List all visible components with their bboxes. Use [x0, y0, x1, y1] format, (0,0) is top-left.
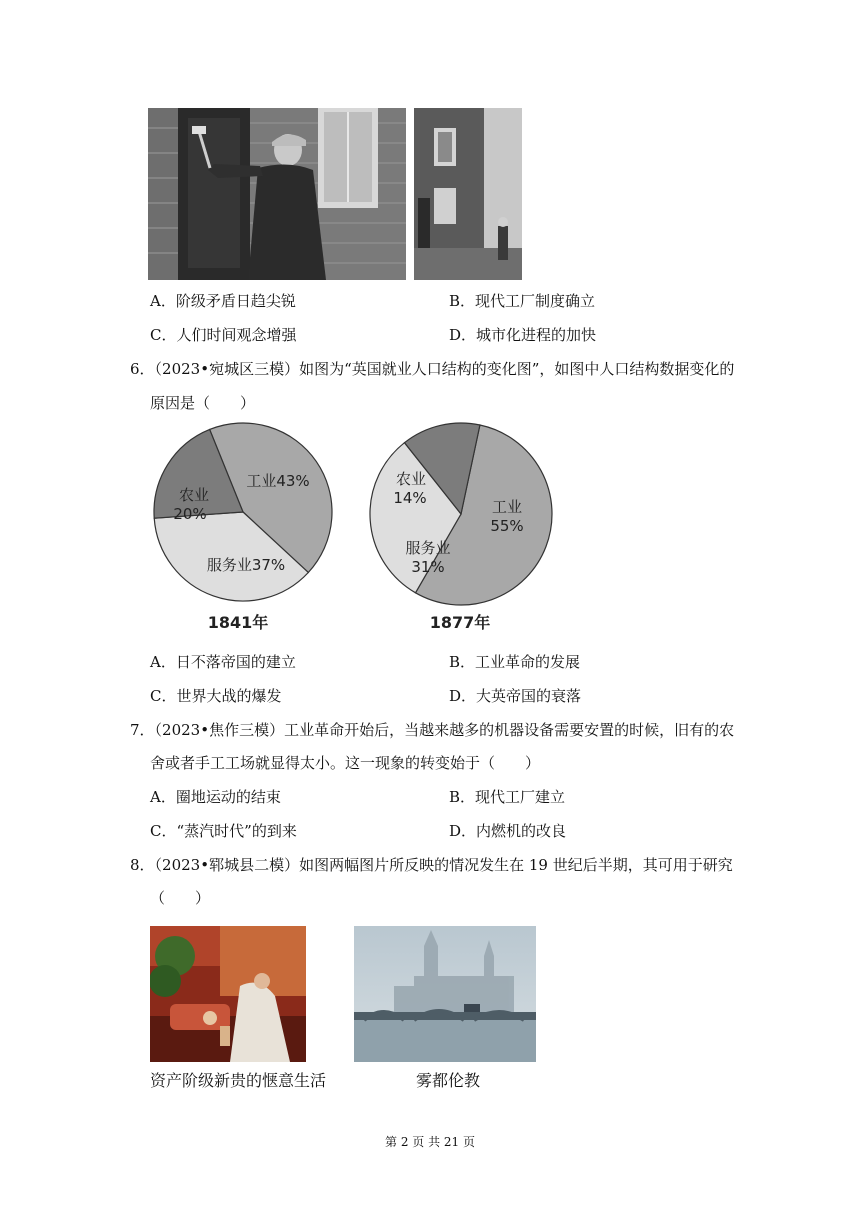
street-photo	[414, 108, 522, 280]
q5-option-b: B．现代工厂制度确立	[449, 292, 596, 310]
caption-foggy-london: 雾都伦教	[416, 1071, 481, 1090]
q7-question-line2: 舍或者手工工场就显得太小。这一现象的转变始于（ ）	[150, 754, 541, 772]
bourgeois-painting-photo	[150, 926, 306, 1062]
q6-question-line1: 6．（2023•宛城区三模）如图为“英国就业人口结构的变化图”，如图中人口结构数据变化的	[130, 360, 735, 378]
pie1-label-agriculture	[173, 486, 209, 523]
q7-option-b: B．现代工厂建立	[449, 788, 566, 806]
pie2-title: 1877年	[429, 613, 491, 632]
pie2-label-agriculture-name: 农业	[395, 470, 427, 488]
q6-option-c: C．世界大战的爆发	[150, 687, 282, 705]
q6-option-a: A．日不落帝国的建立	[150, 653, 296, 671]
pie2-label-industry-name: 工业	[491, 498, 523, 516]
pie2-label-agriculture-value: 14%	[393, 489, 427, 507]
q8-question-line1: 8．（2023•郓城县二模）如图两幅图片所反映的情况发生在 19 世纪后半期，其可用于研究	[130, 856, 733, 874]
pie-chart-1877	[368, 418, 558, 638]
q7-question-line1: 7．（2023•焦作三模）工业革命开始后，当越来越多的机器设备需要安置的时候，旧有的农	[130, 721, 735, 739]
knocker-up-photo	[148, 108, 406, 280]
q5-option-a: A．阶级矛盾日趋尖锐	[150, 292, 296, 310]
pie1-label-industry: 工业43%	[246, 472, 310, 490]
q6-option-b: B．工业革命的发展	[449, 653, 581, 671]
q5-option-c: C．人们时间观念增强	[150, 326, 297, 344]
q7-option-d: D．内燃机的改良	[449, 822, 567, 840]
q6-option-d: D．大英帝国的衰落	[449, 687, 582, 705]
q5-option-d: D．城市化进程的加快	[449, 326, 597, 344]
pie1-label-service: 服务业37%	[206, 556, 286, 574]
pie2-label-service-name: 服务业	[405, 539, 451, 557]
page-footer: 第 2 页 共 21 页	[385, 1135, 475, 1149]
pie1-label-agriculture-value: 20%	[173, 505, 207, 523]
q6-question-line2: 原因是（ ）	[150, 394, 256, 412]
pie2-label-industry-value: 55%	[490, 517, 524, 535]
pie2-label-service-value: 31%	[411, 558, 445, 576]
pie-chart-1841	[150, 418, 340, 638]
q8-question-line2: （ ）	[150, 889, 211, 907]
caption-bourgeois: 资产阶级新贵的惬意生活	[150, 1071, 327, 1090]
q7-option-a: A．圈地运动的结束	[150, 788, 281, 806]
foggy-london-photo	[354, 926, 536, 1062]
q7-option-c: C．“蒸汽时代”的到来	[150, 822, 297, 840]
pie1-title: 1841年	[207, 613, 269, 632]
pie1-label-agriculture-name: 农业	[178, 486, 210, 504]
